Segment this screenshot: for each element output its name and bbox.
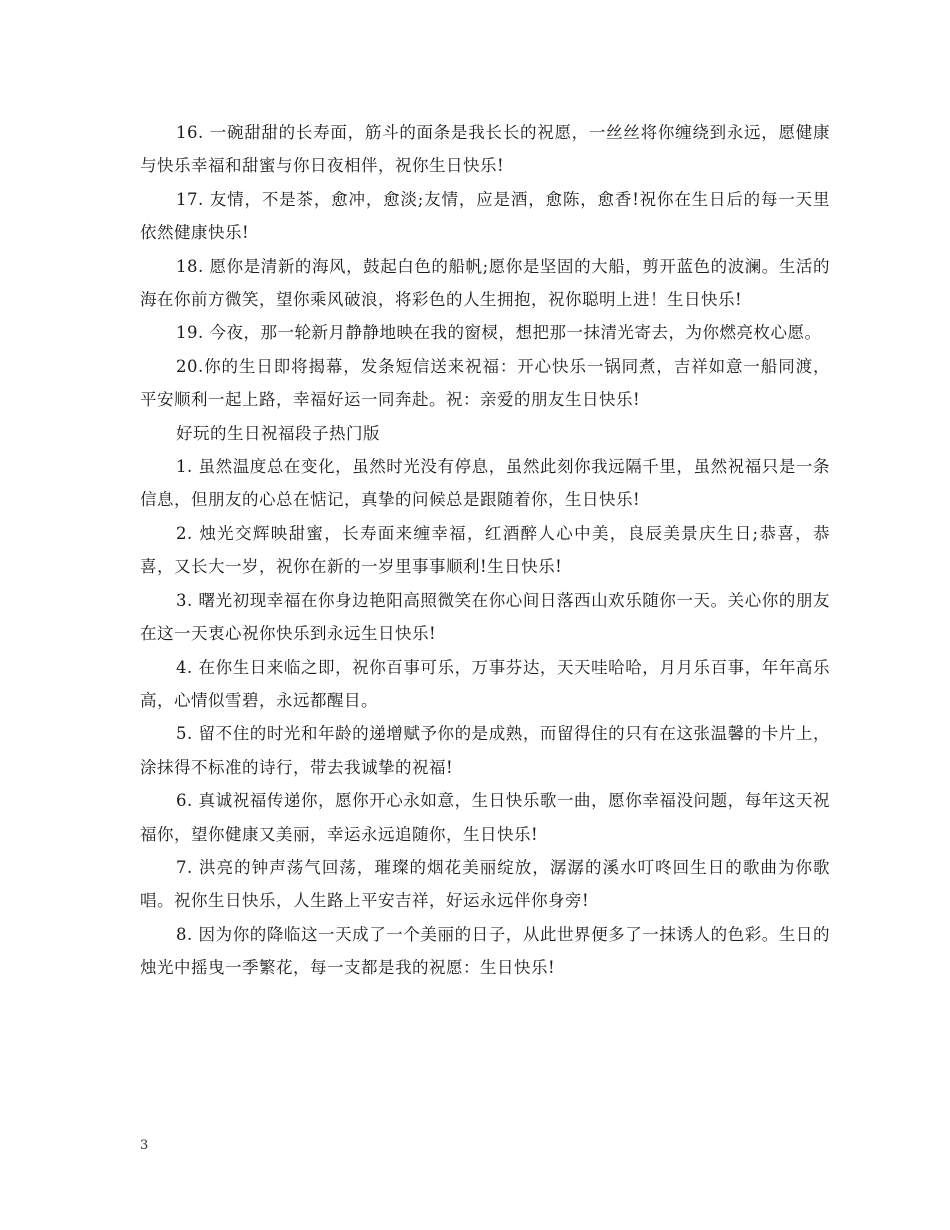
- section-heading: 好玩的生日祝福段子热门版: [176, 423, 380, 443]
- paragraph-19: 19. 今夜，那一轮新月静静地映在我的窗棂，想把那一抹清光寄去，为你燃亮枚心愿。: [176, 323, 822, 343]
- paragraph-6: 6. 真诚祝福传递你，愿你开心永如意，生日快乐歌一曲，愿你幸福没问题，每年这天祝福你，望你健康又美丽，幸运永远追随你，生日快乐!: [140, 791, 830, 844]
- paragraph-16: 16. 一碗甜甜的长寿面，筋斗的面条是我长长的祝愿，一丝丝将你缠绕到永远，愿健康与快乐幸福和甜蜜与你日夜相伴，祝你生日快乐!: [140, 123, 830, 176]
- paragraph-7: 7. 洪亮的钟声荡气回荡，璀璨的烟花美丽绽放，潺潺的溪水叮咚回生日的歌曲为你歌唱。祝你生日快乐，人生路上平安吉祥，好运永远伴你身旁!: [140, 857, 830, 911]
- paragraph-4: 4. 在你生日来临之即，祝你百事可乐，万事芬达，天天哇哈哈，月月乐百事，年年高乐高，心情似雪碧，永远都醒目。: [140, 657, 830, 710]
- paragraph-17: 17. 友情，不是茶，愈冲，愈淡;友情，应是酒，愈陈，愈香!祝你在生日后的每一天里依然健康快乐!: [140, 189, 830, 243]
- document-body: [140, 116, 830, 985]
- paragraph-2: 2. 烛光交辉映甜蜜，长寿面来缠幸福，红酒醉人心中美，良辰美景庆生日;恭喜，恭喜，又长大一岁，祝你在新的一岁里事事顺利!生日快乐!: [140, 523, 830, 577]
- paragraph-5: 5. 留不住的时光和年龄的递增赋予你的是成熟，而留得住的只有在这张温馨的卡片上，涂抹得不标准的诗行，带去我诚挚的祝福!: [140, 724, 830, 777]
- paragraph-20: 20.你的生日即将揭幕，发条短信送来祝福：开心快乐一锅同煮，吉祥如意一船同渡，平安顺利一起上路，幸福好运一同奔赴。祝：亲爱的朋友生日快乐!: [140, 356, 830, 410]
- paragraph-1: 1. 虽然温度总在变化，虽然时光没有停息，虽然此刻你我远隔千里，虽然祝福只是一条信息，但朋友的心总在惦记，真挚的问候总是跟随着你，生日快乐!: [140, 457, 830, 510]
- paragraph-18: 18. 愿你是清新的海风，鼓起白色的船帆;愿你是坚固的大船，剪开蓝色的波澜。生活的海在你前方微笑，望你乘风破浪，将彩色的人生拥抱，祝你聪明上进！生日快乐!: [140, 256, 830, 310]
- paragraph-8: 8. 因为你的降临这一天成了一个美丽的日子，从此世界便多了一抹诱人的色彩。生日的烛光中摇曳一季繁花，每一支都是我的祝愿：生日快乐!: [140, 924, 830, 978]
- paragraph-3: 3. 曙光初现幸福在你身边艳阳高照微笑在你心间日落西山欢乐随你一天。关心你的朋友在这一天衷心祝你快乐到永远生日快乐!: [140, 590, 830, 644]
- page-number: 3: [140, 1138, 149, 1153]
